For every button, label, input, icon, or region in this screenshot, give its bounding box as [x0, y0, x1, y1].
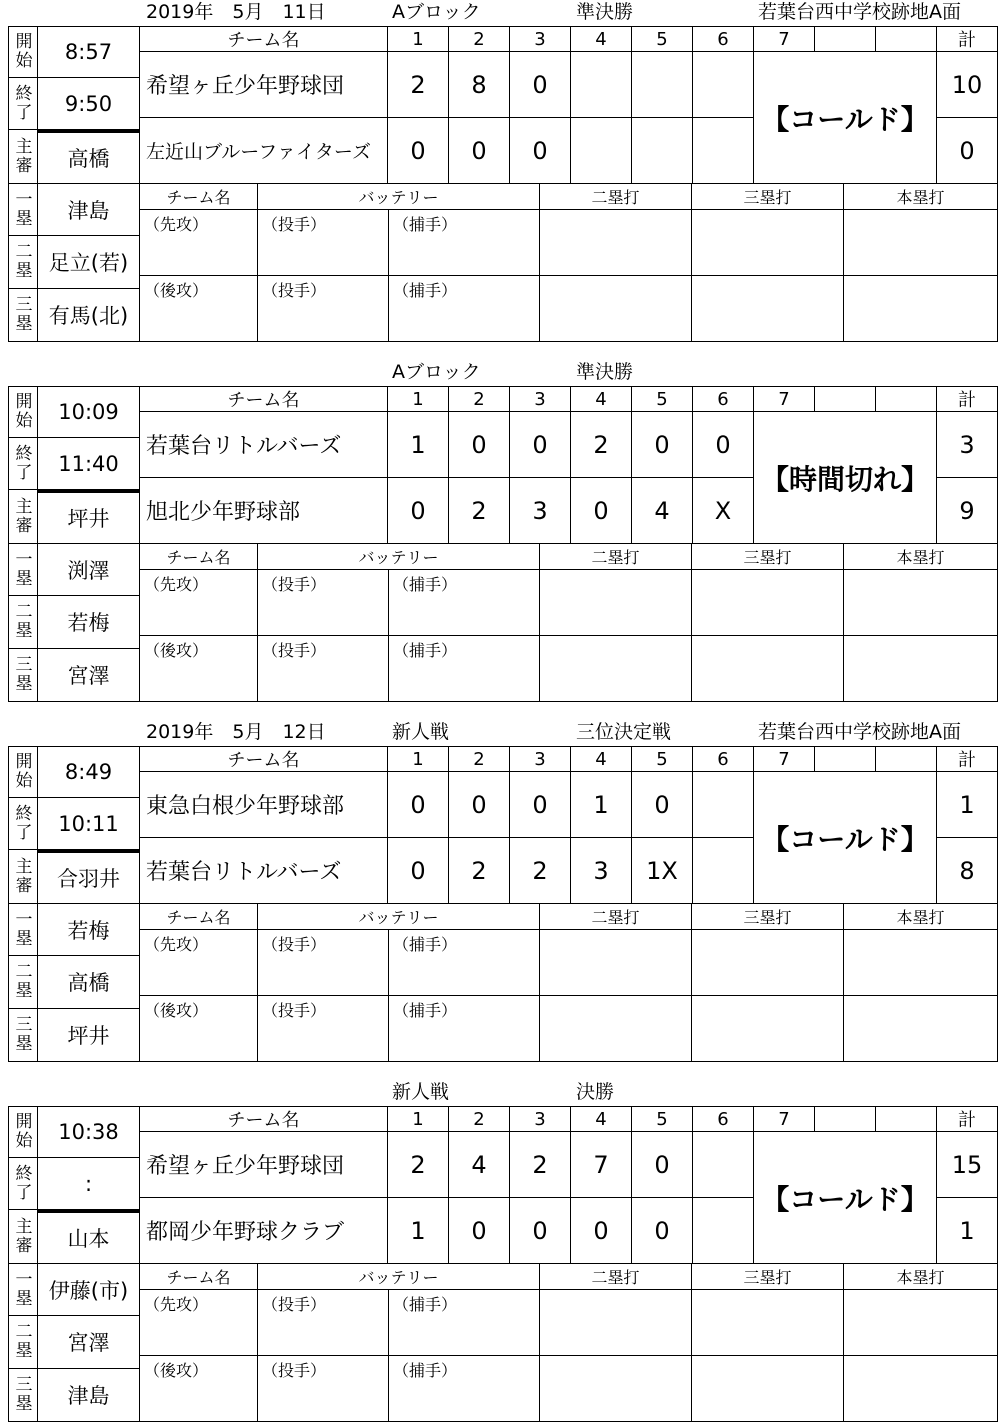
first-base-label: 一 塁	[8, 184, 38, 236]
homerun-header: 本塁打	[844, 1264, 998, 1290]
inning-score: 0	[632, 1198, 693, 1264]
double-cell	[540, 930, 692, 996]
umpire-name: 坪井	[38, 490, 140, 544]
end-label: 終 了	[8, 78, 38, 130]
pitcher-label: （投手）	[258, 1290, 389, 1356]
inning-header: 3	[510, 386, 571, 412]
inning-score: 0	[632, 772, 693, 838]
homerun-header: 本塁打	[844, 544, 998, 570]
inning-score: 0	[632, 1132, 693, 1198]
double-cell	[540, 570, 692, 636]
inning-score: 2	[571, 412, 632, 478]
start-label: 開 始	[8, 746, 38, 798]
team-total: 1	[937, 772, 998, 838]
pitcher-label: （投手）	[258, 636, 389, 702]
inning-header	[815, 746, 876, 772]
team-name: 希望ヶ丘少年野球団	[140, 52, 388, 118]
team-name-header: チーム名	[140, 1106, 388, 1132]
score-grid	[8, 746, 998, 1062]
inning-header: 3	[510, 746, 571, 772]
team-name-header: チーム名	[140, 26, 388, 52]
triple-cell	[692, 276, 844, 342]
inning-score: 0	[571, 1198, 632, 1264]
game-result: 【コールド】	[754, 52, 937, 184]
game-block: Aブロック	[392, 1, 481, 23]
inning-header	[815, 1106, 876, 1132]
inning-score: 2	[449, 838, 510, 904]
second-base-umpire: 高橋	[38, 956, 140, 1009]
inning-score	[693, 52, 754, 118]
pitcher-label: （投手）	[258, 1356, 389, 1422]
catcher-label: （捕手）	[389, 930, 540, 996]
triple-cell	[692, 930, 844, 996]
inning-score: 0	[632, 412, 693, 478]
inning-header: 1	[388, 1106, 449, 1132]
team-name-header: チーム名	[140, 746, 388, 772]
third-base-label: 三 塁	[8, 1369, 38, 1422]
inning-header: 2	[449, 386, 510, 412]
top-label: （先攻）	[140, 1290, 258, 1356]
catcher-label: （捕手）	[389, 1356, 540, 1422]
inning-score: 1	[571, 772, 632, 838]
inning-score	[693, 838, 754, 904]
inning-header: 6	[693, 386, 754, 412]
umpire-label: 主 審	[8, 130, 38, 184]
start-label: 開 始	[8, 26, 38, 78]
pitcher-label: （投手）	[258, 276, 389, 342]
game-round: 準決勝	[576, 1, 634, 23]
game-result: 【時間切れ】	[754, 412, 937, 544]
triple-header: 三塁打	[692, 1264, 844, 1290]
inning-score: 2	[449, 478, 510, 544]
start-label: 開 始	[8, 1106, 38, 1158]
end-time: 9:50	[38, 78, 140, 130]
game-round: 決勝	[576, 1081, 615, 1103]
team-name: 希望ヶ丘少年野球団	[140, 1132, 388, 1198]
inning-score: 2	[388, 52, 449, 118]
team-total: 8	[937, 838, 998, 904]
third-base-umpire: 宮澤	[38, 649, 140, 702]
catcher-label: （捕手）	[389, 1290, 540, 1356]
inning-score: 4	[632, 478, 693, 544]
game-venue: 若葉台西中学校跡地A面	[758, 1, 961, 23]
inning-header: 6	[693, 26, 754, 52]
inning-score: 3	[571, 838, 632, 904]
inning-header: 7	[754, 1106, 815, 1132]
inning-score	[571, 52, 632, 118]
inning-score: 3	[510, 478, 571, 544]
battery-header: バッテリー	[258, 544, 540, 570]
inning-header: 5	[632, 26, 693, 52]
inning-score: 0	[571, 478, 632, 544]
second-base-umpire: 宮澤	[38, 1316, 140, 1369]
team-total: 3	[937, 412, 998, 478]
pitcher-label: （投手）	[258, 996, 389, 1062]
inning-header: 7	[754, 26, 815, 52]
triple-cell	[692, 996, 844, 1062]
inning-header: 6	[693, 746, 754, 772]
inning-score: 8	[449, 52, 510, 118]
game-date: 2019年 5月 12日	[146, 721, 326, 743]
inning-header: 5	[632, 386, 693, 412]
first-base-label: 一 塁	[8, 1264, 38, 1316]
team-name: 旭北少年野球部	[140, 478, 388, 544]
inning-score: 0	[449, 118, 510, 184]
homerun-cell	[844, 996, 998, 1062]
inning-header: 2	[449, 26, 510, 52]
summary-team-header: チーム名	[140, 544, 258, 570]
inning-header: 2	[449, 1106, 510, 1132]
total-header: 計	[937, 746, 998, 772]
inning-score: 0	[388, 118, 449, 184]
third-base-label: 三 塁	[8, 289, 38, 342]
third-base-umpire: 坪井	[38, 1009, 140, 1062]
second-base-umpire: 若梅	[38, 596, 140, 649]
top-label: （先攻）	[140, 930, 258, 996]
end-label: 終 了	[8, 798, 38, 850]
inning-header: 3	[510, 26, 571, 52]
umpire-label: 主 審	[8, 490, 38, 544]
battery-header: バッテリー	[258, 904, 540, 930]
game-sheet	[0, 720, 1000, 1062]
inning-header	[815, 26, 876, 52]
team-total: 9	[937, 478, 998, 544]
bottom-label: （後攻）	[140, 996, 258, 1062]
inning-score: 0	[449, 1198, 510, 1264]
double-header: 二塁打	[540, 544, 692, 570]
double-cell	[540, 1356, 692, 1422]
summary-team-header: チーム名	[140, 904, 258, 930]
catcher-label: （捕手）	[389, 570, 540, 636]
game-result: 【コールド】	[754, 772, 937, 904]
inning-score: 0	[510, 1198, 571, 1264]
battery-header: バッテリー	[258, 1264, 540, 1290]
triple-cell	[692, 570, 844, 636]
first-base-umpire: 若梅	[38, 904, 140, 956]
score-grid	[8, 26, 998, 342]
game-block: Aブロック	[392, 361, 481, 383]
summary-team-header: チーム名	[140, 1264, 258, 1290]
second-base-label: 二 塁	[8, 236, 38, 289]
inning-score: 7	[571, 1132, 632, 1198]
triple-header: 三塁打	[692, 184, 844, 210]
team-name: 東急白根少年野球部	[140, 772, 388, 838]
summary-team-header: チーム名	[140, 184, 258, 210]
inning-header	[876, 1106, 937, 1132]
inning-score: 0	[510, 412, 571, 478]
first-base-umpire: 津島	[38, 184, 140, 236]
game-block: 新人戦	[392, 721, 450, 743]
inning-score: 0	[510, 118, 571, 184]
first-base-label: 一 塁	[8, 904, 38, 956]
inning-header	[815, 386, 876, 412]
homerun-header: 本塁打	[844, 904, 998, 930]
triple-cell	[692, 1356, 844, 1422]
homerun-cell	[844, 210, 998, 276]
game-venue: 若葉台西中学校跡地A面	[758, 721, 961, 743]
team-name: 左近山ブルーファイターズ	[140, 118, 388, 184]
start-time: 8:57	[38, 26, 140, 78]
pitcher-label: （投手）	[258, 570, 389, 636]
top-label: （先攻）	[140, 210, 258, 276]
second-base-label: 二 塁	[8, 596, 38, 649]
inning-header: 3	[510, 1106, 571, 1132]
inning-header: 7	[754, 746, 815, 772]
inning-header: 1	[388, 26, 449, 52]
total-header: 計	[937, 386, 998, 412]
double-cell	[540, 210, 692, 276]
inning-header	[876, 26, 937, 52]
homerun-header: 本塁打	[844, 184, 998, 210]
third-base-umpire: 津島	[38, 1369, 140, 1422]
inning-score: 0	[388, 838, 449, 904]
inning-score: 0	[510, 772, 571, 838]
inning-score	[693, 118, 754, 184]
end-label: 終 了	[8, 438, 38, 490]
inning-score: 4	[449, 1132, 510, 1198]
team-name-header: チーム名	[140, 386, 388, 412]
end-time: 10:11	[38, 798, 140, 850]
total-header: 計	[937, 26, 998, 52]
triple-header: 三塁打	[692, 544, 844, 570]
bottom-label: （後攻）	[140, 276, 258, 342]
total-header: 計	[937, 1106, 998, 1132]
homerun-cell	[844, 276, 998, 342]
inning-score	[632, 118, 693, 184]
double-cell	[540, 996, 692, 1062]
start-time: 8:49	[38, 746, 140, 798]
double-cell	[540, 1290, 692, 1356]
catcher-label: （捕手）	[389, 210, 540, 276]
inning-score: 2	[510, 1132, 571, 1198]
inning-header	[876, 746, 937, 772]
score-grid	[8, 1106, 998, 1422]
team-total: 15	[937, 1132, 998, 1198]
inning-header: 5	[632, 746, 693, 772]
catcher-label: （捕手）	[389, 996, 540, 1062]
umpire-label: 主 審	[8, 850, 38, 904]
game-block: 新人戦	[392, 1081, 450, 1103]
inning-score: 1	[388, 412, 449, 478]
game-round: 準決勝	[576, 361, 634, 383]
team-total: 0	[937, 118, 998, 184]
inning-score	[693, 1198, 754, 1264]
inning-score: 0	[388, 772, 449, 838]
inning-header: 4	[571, 746, 632, 772]
team-name: 若葉台リトルバーズ	[140, 412, 388, 478]
homerun-cell	[844, 636, 998, 702]
inning-header	[876, 386, 937, 412]
inning-header: 6	[693, 1106, 754, 1132]
start-time: 10:09	[38, 386, 140, 438]
inning-header: 7	[754, 386, 815, 412]
start-time: 10:38	[38, 1106, 140, 1158]
pitcher-label: （投手）	[258, 210, 389, 276]
end-time: :	[38, 1158, 140, 1210]
bottom-label: （後攻）	[140, 636, 258, 702]
catcher-label: （捕手）	[389, 276, 540, 342]
pitcher-label: （投手）	[258, 930, 389, 996]
homerun-cell	[844, 570, 998, 636]
homerun-cell	[844, 1356, 998, 1422]
inning-score	[571, 118, 632, 184]
double-cell	[540, 276, 692, 342]
inning-score: 1X	[632, 838, 693, 904]
umpire-name: 山本	[38, 1210, 140, 1264]
inning-header: 2	[449, 746, 510, 772]
inning-header: 4	[571, 386, 632, 412]
game-sheet	[0, 0, 1000, 342]
inning-header: 1	[388, 746, 449, 772]
double-header: 二塁打	[540, 184, 692, 210]
inning-header: 5	[632, 1106, 693, 1132]
bottom-label: （後攻）	[140, 1356, 258, 1422]
team-name: 都岡少年野球クラブ	[140, 1198, 388, 1264]
game-round: 三位決定戦	[576, 721, 672, 743]
double-cell	[540, 636, 692, 702]
score-grid	[8, 386, 998, 702]
triple-header: 三塁打	[692, 904, 844, 930]
inning-score	[632, 52, 693, 118]
battery-header: バッテリー	[258, 184, 540, 210]
inning-header: 1	[388, 386, 449, 412]
top-label: （先攻）	[140, 570, 258, 636]
game-date: 2019年 5月 11日	[146, 1, 326, 23]
team-total: 1	[937, 1198, 998, 1264]
first-base-umpire: 伊藤(市)	[38, 1264, 140, 1316]
first-base-label: 一 塁	[8, 544, 38, 596]
homerun-cell	[844, 930, 998, 996]
inning-score: 2	[388, 1132, 449, 1198]
inning-score: 0	[693, 412, 754, 478]
triple-cell	[692, 210, 844, 276]
inning-score: X	[693, 478, 754, 544]
inning-score: 0	[510, 52, 571, 118]
game-result: 【コールド】	[754, 1132, 937, 1264]
catcher-label: （捕手）	[389, 636, 540, 702]
inning-score: 0	[449, 412, 510, 478]
double-header: 二塁打	[540, 904, 692, 930]
inning-header: 4	[571, 1106, 632, 1132]
inning-score	[693, 1132, 754, 1198]
inning-score: 0	[388, 478, 449, 544]
game-sheet	[0, 360, 1000, 702]
start-label: 開 始	[8, 386, 38, 438]
double-header: 二塁打	[540, 1264, 692, 1290]
third-base-label: 三 塁	[8, 1009, 38, 1062]
triple-cell	[692, 636, 844, 702]
umpire-label: 主 審	[8, 1210, 38, 1264]
second-base-label: 二 塁	[8, 1316, 38, 1369]
first-base-umpire: 渕澤	[38, 544, 140, 596]
second-base-umpire: 足立(若)	[38, 236, 140, 289]
second-base-label: 二 塁	[8, 956, 38, 1009]
umpire-name: 高橋	[38, 130, 140, 184]
third-base-label: 三 塁	[8, 649, 38, 702]
inning-score: 1	[388, 1198, 449, 1264]
inning-score: 2	[510, 838, 571, 904]
team-name: 若葉台リトルバーズ	[140, 838, 388, 904]
inning-score: 0	[449, 772, 510, 838]
inning-header: 4	[571, 26, 632, 52]
umpire-name: 合羽井	[38, 850, 140, 904]
team-total: 10	[937, 52, 998, 118]
homerun-cell	[844, 1290, 998, 1356]
end-label: 終 了	[8, 1158, 38, 1210]
end-time: 11:40	[38, 438, 140, 490]
game-sheet	[0, 1080, 1000, 1422]
third-base-umpire: 有馬(北)	[38, 289, 140, 342]
triple-cell	[692, 1290, 844, 1356]
inning-score	[693, 772, 754, 838]
